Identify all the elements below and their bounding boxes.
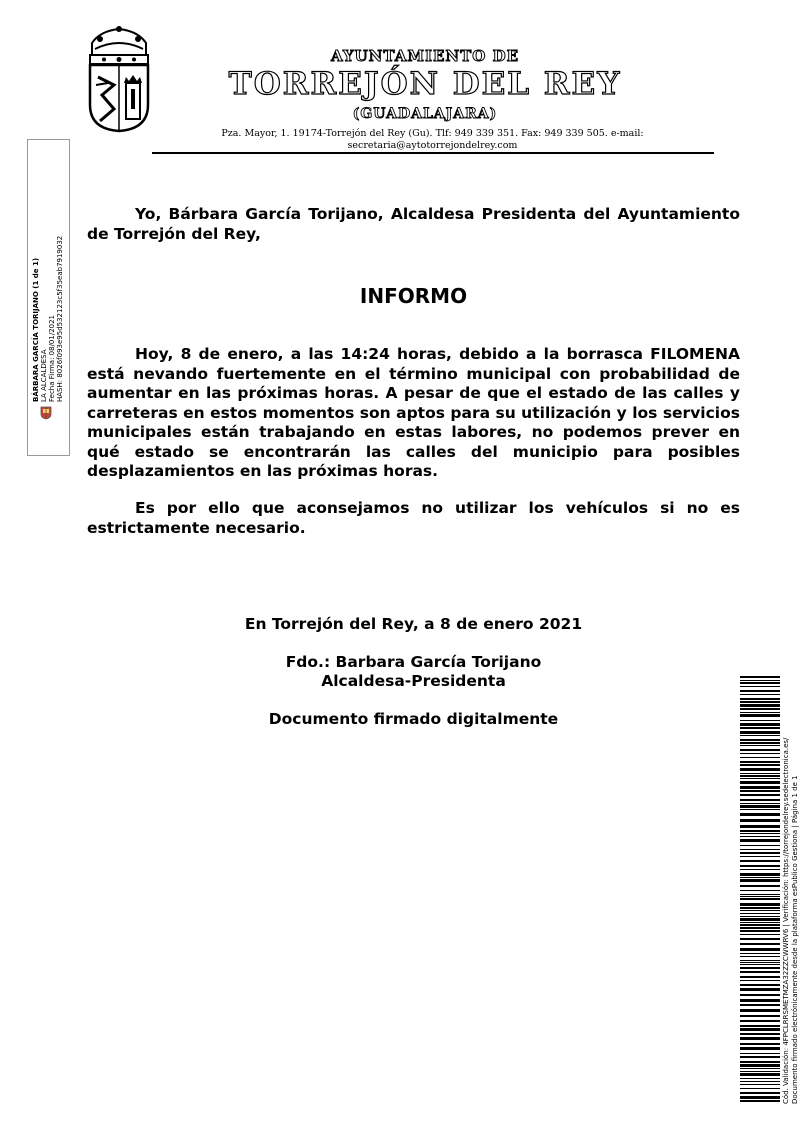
header-province: (GUADALAJARA) (352, 106, 498, 122)
advice-paragraph: Es por ello que aconsejamos no utilizar los vehículos si no es estrictamente necesario. (87, 499, 740, 537)
digital-signature-note: Documento firmado digitalmente (268, 710, 559, 728)
report-paragraph: Hoy, 8 de enero, a las 14:24 horas, debido a la borrasca FILOMENA está nevando fuertemente en el término municipal con probabilidad de aumentar en las próximas horas. A pesar de que el estado de las calles y carreteras en estos momentos son aptos para su utilización y los servicios municipales están trabajando en estas labores, no podemos prever en qué estado se encontrarán las calles del municipio para posibles desplazamientos en las próximas horas. (87, 345, 740, 480)
address-line-1: Pza. Mayor, 1. 19174-Torrejón del Rey (Gu). Tlf: 949 339 351. Fax: 949 339 505. e-mail: (221, 128, 644, 139)
signer-title: Alcaldesa-Presidenta (321, 672, 506, 690)
signature-signer: BÁRBARA GARCÍA TORIJANO (1 de 1) (32, 257, 40, 402)
address-email: secretaria@aytotorrejondelrey.com (347, 140, 518, 151)
validation-barcode (740, 676, 780, 1106)
signature-hash: HASH: 8026f093e95d532123c5f35eab7919032 (56, 235, 64, 402)
signed-by: Fdo.: Barbara García Torijano (285, 653, 542, 671)
document-heading: INFORMO (359, 284, 468, 308)
signature-date: Fecha Firma: 08/01/2021 (48, 314, 56, 402)
header-town-name: TORREJÓN DEL REY (228, 66, 622, 102)
intro-paragraph: Yo, Bárbara García Torijano, Alcaldesa Presidenta del Ayuntamiento de Torrejón del Rey, (87, 205, 740, 243)
verification-text (782, 684, 800, 1104)
signature-stamp-text (32, 182, 64, 402)
verification-platform: Documento firmado electrónicamente desde la plataforma esPublico Gestiona | Página 1 de 1 (791, 775, 799, 1104)
signature-seal-icon (38, 404, 54, 420)
header-subtitle: AYUNTAMIENTO DE (330, 47, 520, 65)
signature-role: LA ALCALDESA (40, 349, 48, 402)
header-address (200, 128, 665, 152)
verification-code: Cód. Validación: 4FPCLRRSMETMZA32ZZCWWRV6 | Verificación: https://torrejondelrey.sedelectronica.es/ (782, 737, 790, 1104)
municipal-coat-of-arms (86, 25, 152, 133)
header-divider (152, 152, 714, 154)
place-and-date: En Torrejón del Rey, a 8 de enero 2021 (244, 615, 583, 633)
